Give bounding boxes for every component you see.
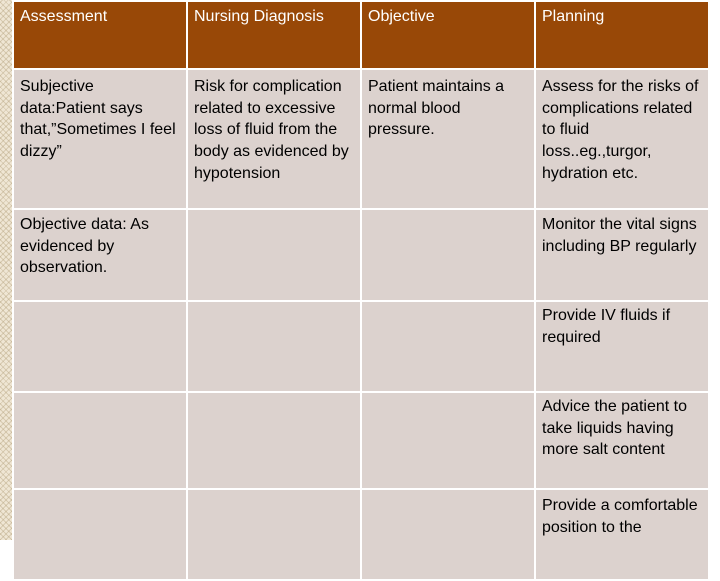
cell-assessment [13,489,187,580]
table-row [13,392,709,489]
cell-planning: Assess for the risks of complications related to fluid loss..eg.,turgor, hydration etc. [535,69,709,209]
cell-objective [361,301,535,392]
cell-nursing-diagnosis [187,392,361,489]
table-row [13,489,709,580]
cell-assessment [13,392,187,489]
cell-assessment [13,301,187,392]
decorative-side-pattern [0,0,12,540]
cell-objective: Patient maintains a normal blood pressure. [361,69,535,209]
cell-planning: Monitor the vital signs including BP regularly [535,209,709,301]
header-assessment: Assessment [13,1,187,69]
cell-assessment: Subjective data:Patient says that,”Sometimes I feel dizzy” [13,69,187,209]
cell-planning: Advice the patient to take liquids having more salt content [535,392,709,489]
cell-nursing-diagnosis [187,209,361,301]
header-planning: Planning [535,1,709,69]
header-objective: Objective [361,1,535,69]
cell-objective [361,489,535,580]
cell-objective [361,392,535,489]
cell-assessment: Objective data: As evidenced by observation. [13,209,187,301]
cell-nursing-diagnosis [187,301,361,392]
table-row [13,209,709,301]
cell-planning: Provide a comfortable position to the [535,489,709,580]
cell-planning: Provide IV fluids if required [535,301,709,392]
cell-nursing-diagnosis: Risk for complication related to excessive loss of fluid from the body as evidenced by hypotension [187,69,361,209]
nursing-care-plan-table [12,0,710,581]
header-nursing-diagnosis: Nursing Diagnosis [187,1,361,69]
cell-objective [361,209,535,301]
header-row [13,1,709,69]
table-row [13,69,709,209]
cell-nursing-diagnosis [187,489,361,580]
table-row [13,301,709,392]
